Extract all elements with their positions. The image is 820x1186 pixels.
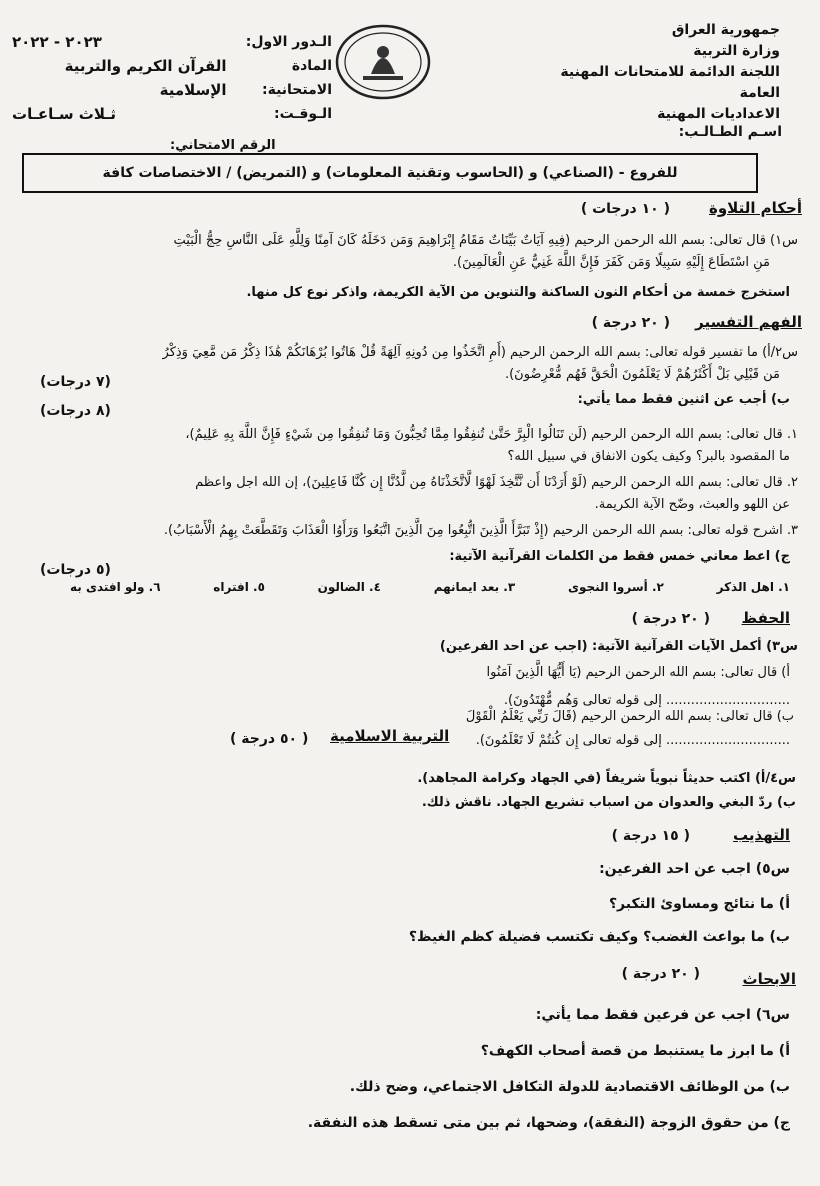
q4a: س٤/أ) اكتب حديثاً نبوياً شريفاً (في الجهاد وكرامة المجاهد). [417, 771, 796, 786]
q2b-intro: ب) أجب عن اثنين فقط مما يأتي: [577, 392, 790, 407]
q2b2-line1: ٢. قال تعالى: بسم الله الرحمن الرحيم (لَوْ أَرَدْنَا أَن نَّتَّخِذَ لَهْوًا لَّاتَّخَذْنَاهُ مِن لَّدُنَّا إِن كُنَّا فَاعِلِينَ)، إن الله اجل واعظم [195, 475, 798, 490]
q3a-text: أ) قال تعالى: بسم الله الرحمن الرحيم (يَا أَيُّهَا الَّذِينَ آمَنُوا [486, 665, 790, 680]
student-name-label: اسـم الطـالـب: [678, 124, 782, 140]
level-name: الاعداديات المهنية [657, 106, 780, 122]
q2b3-line: ٣. اشرح قوله تعالى: بسم الله الرحمن الرحيم (إِذْ تَبَرَّأَ الَّذِينَ اتُّبِعُوا مِنَ الَّذِينَ اتَّبَعُوا وَرَأَوُا الْعَذَابَ وَتَقَطَّعَتْ بِهِمُ الْأَسْبَابُ). [163, 523, 798, 538]
q3a-line [24, 662, 790, 684]
q6-intro: س٦) اجب عن فرعين فقط مما يأتي: [535, 1007, 790, 1023]
q5a: أ) ما نتائج ومساوئ التكبر؟ [608, 896, 790, 912]
section-title-tajweed: أحكام التلاوة [709, 199, 802, 217]
branches-text: للفروع - (الصناعي) و (الحاسوب وتقنية المعلومات) و (التمريض) / الاختصاصات كافة [102, 165, 678, 181]
section-title-islamic: التربية الاسلامية [330, 727, 450, 745]
round-label: الـدور الاول: [245, 34, 332, 50]
q2a-line2: مَن قَبْلِي بَلْ أَكْثَرُهُمْ لَا يَعْلَمُونَ الْحَقَّ فَهُم مُّعْرِضُونَ). [504, 367, 780, 382]
word-item: ٦. ولو افتدى به [70, 580, 161, 594]
header-institution [520, 20, 780, 125]
q2c-grade: (٥ درجات) [40, 562, 111, 578]
country-name: جمهورية العراق [671, 22, 780, 38]
section-grade-tafseer: ( ٢٠ درجة ) [591, 315, 670, 331]
q2a-grade: (٧ درجات) [40, 374, 111, 390]
subject-name: القرآن الكريم والتربية الإسلامية [64, 57, 227, 99]
word-item: ٣. بعد ايمانهم [433, 580, 516, 594]
section-grade-hifz: ( ٢٠ درجة ) [631, 611, 710, 627]
section-grade-tahzeeb: ( ١٥ درجة ) [611, 828, 690, 844]
section-title-research: الابحاث [742, 970, 796, 988]
exam-time: ثـلاث سـاعـات [12, 105, 117, 123]
q5b: ب) ما بواعث الغضب؟ وكيف تكتسب فضيلة كظم الغيظ؟ [408, 929, 790, 945]
q3a-end: إلى قوله تعالى وَهُم مُّهْتَدُونَ). [503, 693, 662, 708]
q2b-grade: (٨ درجات) [40, 403, 111, 419]
q2c-word-list [70, 580, 790, 594]
q2b2-line2: عن اللهو والعبث، وضّح الآية الكريمة. [594, 497, 790, 512]
section-title-hifz: الحفظ [741, 609, 790, 627]
section-title-tafseer: الفهم التفسير [695, 313, 802, 331]
word-item: ١. اهل الذكر [716, 580, 790, 594]
q2a-line1: س٢/أ) ما تفسير قوله تعالى: بسم الله الرحمن الرحيم (أَمِ اتَّخَذُوا مِن دُونِهِ آلِهَةً قُلْ هَاتُوا بُرْهَانَكُمْ هَٰذَا ذِكْرُ مَن مَّعِيَ وَذِكْرُ [162, 345, 798, 360]
word-item: ٢. أسروا النجوى [567, 580, 664, 594]
section-title-tahzeeb: التهذيب [733, 826, 790, 844]
q3b-text: ب) قال تعالى: بسم الله الرحمن الرحيم (قَالَ رَبِّي يَعْلَمُ الْقَوْلَ [465, 709, 794, 724]
subject-label: المادة الامتحانية: [261, 58, 332, 98]
q3b-dots: .............................. [666, 733, 790, 748]
q2c-intro: ج) اعط معاني خمس فقط من الكلمات القرآنية الآتية: [449, 549, 790, 564]
header-exam-info [12, 30, 332, 126]
ministry-name: وزارة التربية [693, 43, 780, 59]
exam-number-label: الرقم الامتحاني: [170, 138, 276, 153]
q1-line1: س١) قال تعالى: بسم الله الرحمن الرحيم (فِيهِ آيَاتٌ بَيِّنَاتٌ مَقَامُ إِبْرَاهِيمَ وَمَن دَخَلَهُ كَانَ آمِنًا وَلِلَّهِ عَلَى النَّاسِ حِجُّ الْبَيْتِ [173, 233, 798, 248]
q2b1-line1: ١. قال تعالى: بسم الله الرحمن الرحيم (لَن تَنَالُوا الْبِرَّ حَتَّىٰ تُنفِقُوا مِمَّا تُحِبُّونَ وَمَا تُنفِقُوا مِن شَيْءٍ فَإِنَّ اللَّهَ بِهِ عَلِيمٌ)، [185, 427, 798, 442]
q1-line2: مَنِ اسْتَطَاعَ إِلَيْهِ سَبِيلًا وَمَن كَفَرَ فَإِنَّ اللَّهَ غَنِيٌّ عَنِ الْعَالَمِينَ). [452, 255, 770, 270]
q1-task: استخرج خمسة من أحكام النون الساكنة والتنوين من الآية الكريمة، واذكر نوع كل منها. [246, 285, 790, 300]
time-label: الـوقـت: [274, 106, 332, 122]
exam-year: ٢٠٢٣ - ٢٠٢٢ [12, 33, 102, 51]
q5-intro: س٥) اجب عن احد الفرعين: [599, 861, 790, 877]
section-grade-islamic: ( ٥٠ درجة ) [230, 731, 309, 747]
q2b1-line2: ما المقصود بالبر؟ وكيف يكون الانفاق في سبيل الله؟ [507, 449, 790, 464]
seal-emblem [333, 22, 433, 102]
section-grade-research: ( ٢٠ درجة ) [621, 966, 700, 982]
q6a: أ) ما ابرز ما يستنبط من قصة أصحاب الكهف؟ [480, 1043, 790, 1059]
q3b-end: إلى قوله تعالى إِن كُنتُمْ لَا تَعْلَمُونَ). [475, 733, 662, 748]
q6c: ج) من حقوق الزوجة (النفقة)، وضحها، ثم بين متى تسقط هذه النفقة. [307, 1115, 790, 1131]
word-item: ٤. الضالون [317, 580, 381, 594]
q3b-line [24, 706, 794, 728]
word-item: ٥. افتراه [213, 580, 265, 594]
q3-intro: س٣) أكمل الآيات القرآنية الآتية: (اجب عن احد الفرعين) [439, 639, 798, 654]
branches-box [22, 153, 758, 193]
q3a-dots: .............................. [666, 693, 790, 708]
committee-name: اللجنة الدائمة للامتحانات المهنية العامة [560, 64, 780, 101]
q4b: ب) ردّ البغي والعدوان من اسباب تشريع الجهاد. ناقش ذلك. [421, 795, 796, 810]
q6b: ب) من الوظائف الاقتصادية للدولة التكافل الاجتماعي، وضح ذلك. [349, 1079, 790, 1095]
section-grade-tajweed: ( ١٠ درجات ) [580, 201, 670, 217]
